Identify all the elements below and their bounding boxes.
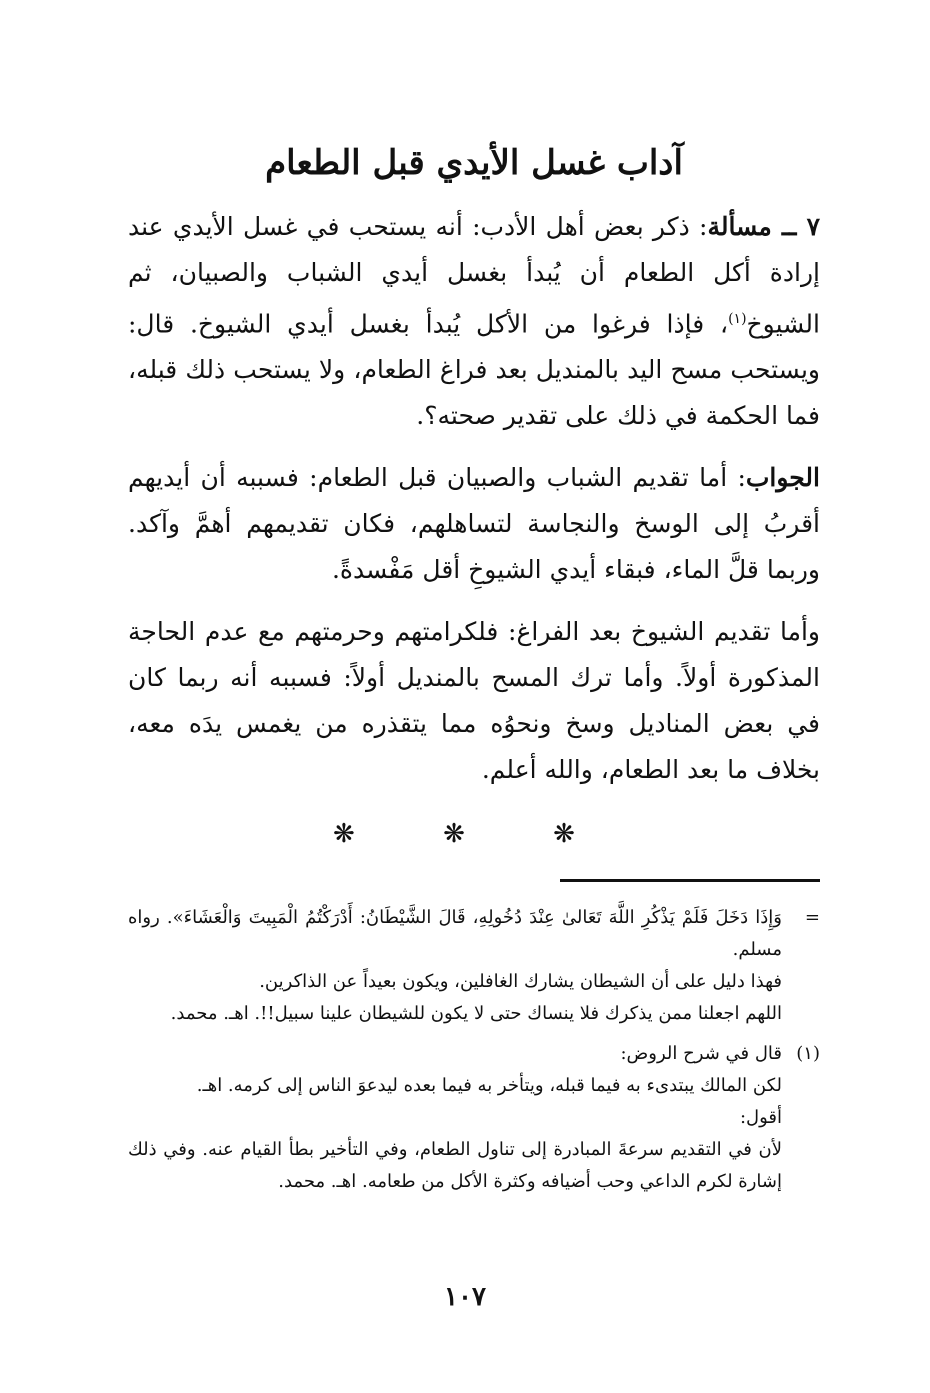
- footnote-line: لأن في التقديم سرعةَ المبادرة إلى تناول الطعام، وفي التأخير بطأ القيام عنه. وفي ذلك إشارة لكرم الداعي وحب أضيافه وكثرة الأكل من طعامه. اهـ. محمد.: [128, 1139, 782, 1193]
- page-title: آداب غسل الأيدي قبل الطعام: [265, 143, 683, 183]
- third-paragraph: وأما تقديم الشيوخ بعد الفراغ: فلكرامتهم وحرمتهم مع عدم الحاجة المذكورة أولاً. وأما ترك المسح بالمنديل أولاً: فسببه أنه ربما كان في بعض المناديل وسخ ونحوُه مما يتقذره من يغمس يدَه معه، بخلاف ما بعد الطعام، والله أعلم.: [128, 617, 820, 785]
- answer-lead: الجواب: [745, 463, 820, 493]
- question-paragraph: [128, 204, 820, 439]
- footnote-divider: [560, 879, 820, 882]
- footnote-line: أقول:: [739, 1107, 782, 1129]
- footnote-continued-mark: =: [804, 907, 820, 929]
- footnote-reference: (١): [728, 311, 747, 327]
- footnote-line: قال في شرح الروض:: [620, 1043, 782, 1065]
- page-content: [128, 140, 820, 1206]
- footnote-line: وَإِذَا دَخَلَ فَلَمْ يَذْكُرِ اللَّهَ تَعَالىٰ عِنْدَ دُخُولِهِ، قَالَ الشَّيْطَانُ: أَدْرَكْتُمُ الْمَبِيتَ وَالْعَشَاءَ». رواه مسلم.: [128, 907, 782, 961]
- footnote-1-mark: (١): [796, 1043, 820, 1065]
- footnote-line: فهذا دليل على أن الشيطان يشارك الغافلين، ويكون بعيداً عن الذاكرين.: [259, 971, 782, 993]
- answer-paragraph: [128, 455, 820, 593]
- section-separator: ❋ ❋ ❋: [333, 819, 615, 850]
- footnote-line: اللهم اجعلنا ممن يذكرك فلا ينساك حتى لا يكون للشيطان علينا سبيل!!. اهـ. محمد.: [170, 1003, 782, 1025]
- question-text-part2: ، فإذا فرغوا من الأكل يُبدأ بغسل أيدي الشيوخ. قال: ويستحب مسح اليد بالمنديل بعد فراغ الطعام، ولا يستحب ذلك قبله، فما الحكمة في ذلك على تقدير صحته؟.: [128, 309, 820, 431]
- footnote-continued: [128, 902, 820, 1030]
- footnote-line: لكن المالك يبتدىء به فيما قبله، ويتأخر به فيما بعده ليدعوَ الناس إلى كرمه. اهـ.: [196, 1075, 782, 1097]
- page-number: ١٠٧: [444, 1282, 486, 1312]
- question-text-part1: : ذكر بعض أهل الأدب: أنه يستحب في غسل الأيدي عند إرادة أكل الطعام أن يُبدأ بغسل أيدي الشباب والصبيان، ثم الشيوخ: [128, 212, 820, 339]
- footnote-1: [128, 1038, 820, 1198]
- answer-text: : أما تقديم الشباب والصبيان قبل الطعام: فسببه أن أيديهم أقربُ إلى الوسخ والنجاسة لتساهلهم، فكان تقديمهم أهمَّ وآكد. وربما قلَّ الماء، فبقاء أيدي الشيوخِ أقل مَفْسدةً.: [128, 463, 820, 585]
- question-lead: ٧ ــ مسألة: [707, 212, 820, 241]
